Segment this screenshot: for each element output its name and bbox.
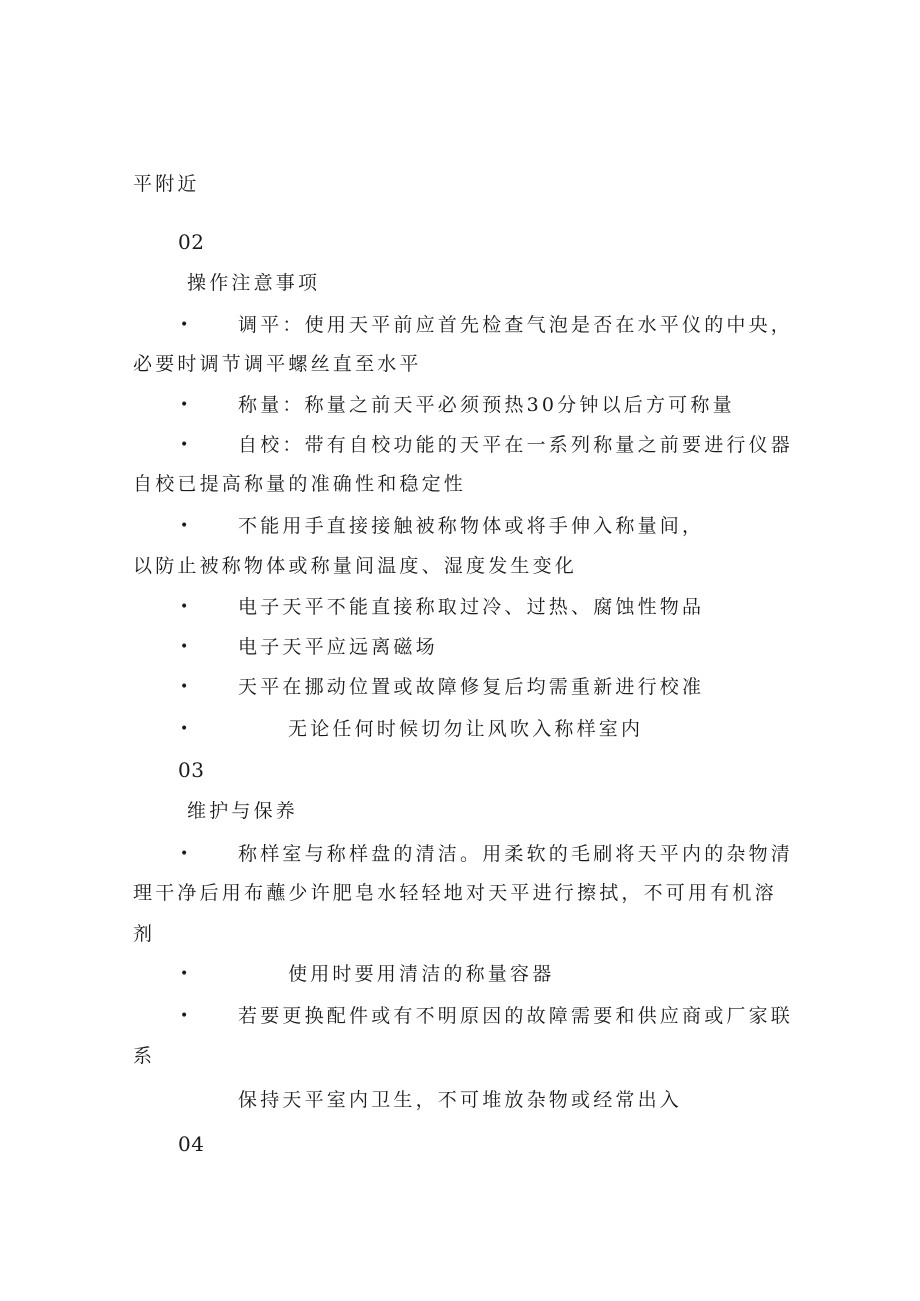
bullet-icon: • (180, 846, 189, 862)
section-heading: 操作注意事项 (187, 272, 321, 294)
bullet-icon: • (180, 1008, 189, 1024)
list-item-text: 调平：使用天平前应首先检查气泡是否在水平仪的中央， (238, 314, 794, 336)
list-item-text: 以防止被称物体或称量间温度、湿度发生变化 (133, 555, 578, 577)
bullet-icon: • (180, 317, 189, 333)
section-number: 03 (178, 758, 205, 782)
bullet-icon: • (180, 437, 189, 453)
bullet-icon: • (180, 679, 189, 695)
list-item-text: 若要更换配件或有不明原因的故障需要和供应商或厂家联 (238, 1005, 794, 1027)
list-item-text: 理干净后用布蘸少许肥皂水轻轻地对天平进行擦拭，不可用有机溶 (133, 882, 777, 904)
list-item-text: 电子天平应远离磁场 (238, 636, 438, 658)
list-item-text: 自校已提高称量的准确性和稳定性 (133, 473, 467, 495)
bullet-icon: • (180, 599, 189, 615)
list-item-text: 保持天平室内卫生，不可堆放杂物或经常出入 (238, 1089, 683, 1111)
text-line: 平附近 (133, 173, 200, 195)
list-item-text: 必要时调节调平螺丝直至水平 (133, 353, 422, 375)
list-item-text: 无论任何时候切勿让风吹入称样室内 (288, 718, 644, 740)
list-item-text: 自校：带有自校功能的天平在一系列称量之前要进行仪器 (238, 434, 794, 456)
list-item-text: 系 (133, 1045, 156, 1067)
list-item-text: 剂 (133, 923, 156, 945)
list-item-text: 称样室与称样盘的清洁。用柔软的毛刷将天平内的杂物清 (238, 843, 794, 865)
bullet-icon: • (180, 397, 189, 413)
list-item-text: 电子天平不能直接称取过冷、过热、腐蚀性物品 (238, 596, 705, 618)
bullet-icon: • (180, 966, 189, 982)
bullet-icon: • (180, 639, 189, 655)
list-item-text: 天平在挪动位置或故障修复后均需重新进行校准 (238, 676, 705, 698)
section-heading: 维护与保养 (187, 800, 299, 822)
bullet-icon: • (180, 721, 189, 737)
list-item-text: 使用时要用清洁的称量容器 (288, 963, 555, 985)
list-item-text: 不能用手直接接触被称物体或将手伸入称量间， (238, 515, 705, 537)
list-item-text: 称量：称量之前天平必须预热30分钟以后方可称量 (238, 394, 735, 416)
section-number: 04 (178, 1132, 205, 1156)
section-number: 02 (178, 230, 205, 254)
bullet-icon: • (180, 518, 189, 534)
